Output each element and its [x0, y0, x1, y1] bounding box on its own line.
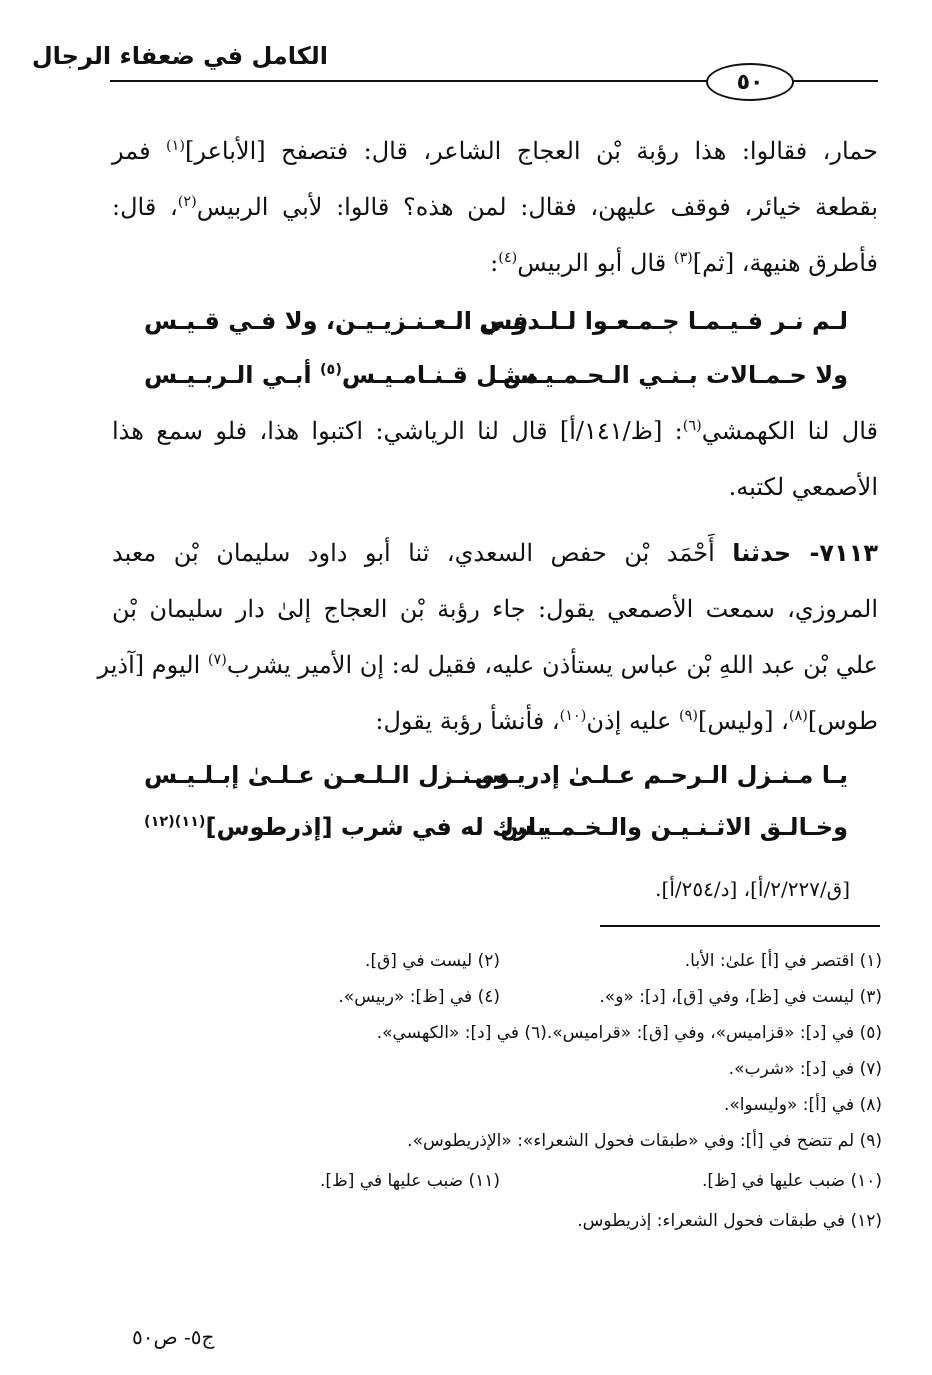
verse-hemistich-left: فـي الـعـنـزيـيـن، ولا فـي قـيـس: [144, 307, 529, 335]
verse-hemistich-right: لـم نـر فـيـمـا جـمـعـوا لـلـدوس: [479, 307, 848, 335]
volume-page-footer: ج٥- ص٥٠: [132, 1325, 215, 1349]
verse-line: [144, 752, 848, 798]
footnote: (١٠) ضبب عليها في [ظ].: [701, 1171, 882, 1191]
text-span: بقطعة خيائر، فوقف عليهن، فقال: لمن هذه؟ قالوا: لأبي الربيس: [196, 193, 879, 221]
footnote: (٣) ليست في [ظ]، وفي [ق]، [د]: «و».: [599, 987, 882, 1007]
footnote: (١١) ضبب عليها في [ظ].: [319, 1171, 500, 1191]
text-span: فمر: [112, 137, 166, 165]
footnote-ref: (٩): [679, 708, 698, 724]
verse-hemistich-right: ولا حـمـالات بـنـي الـحـمـيـس: [502, 361, 848, 389]
footnote-ref: (٨): [788, 708, 808, 724]
text-span: عليه إذن: [586, 707, 680, 735]
footnote: (٢) ليست في [ق].: [365, 951, 500, 971]
body-line: [112, 530, 878, 576]
footnote-ref: (٢): [177, 194, 197, 210]
body-line: المروزي، سمعت الأصمعي يقول: جاء رؤبة بْن العجاج إلىٰ دار سليمان بْن: [112, 595, 878, 623]
verse-hemistich-right: يـا مـنـزل الـرحـم عـلـىٰ إدريـس: [474, 761, 848, 789]
page-number: ٥٠: [706, 63, 794, 101]
footnote-separator: [600, 925, 880, 927]
text-span: :: [490, 249, 499, 277]
body-line: [112, 240, 878, 286]
text-span: أبـي الـربـيـس: [144, 361, 320, 389]
footnote: (٧) في [د]: «شرب».: [728, 1059, 882, 1079]
footnote-ref: (٤): [498, 250, 518, 266]
text-span: اليوم [آذير: [97, 651, 208, 679]
verse-hemistich-left: ومـنـزل الـلـعـن عـلـىٰ إبـلـيـس: [144, 761, 510, 789]
footnote-ref: (٧): [207, 652, 227, 668]
footnote-ref: (٣): [673, 250, 693, 266]
footnote: (١) اقتصر في [أ] علىٰ: الأبا.: [684, 951, 882, 971]
hadith-number: ٧١١٣- حدثنا: [732, 539, 879, 567]
body-line: [112, 698, 878, 744]
footnote: (٥) في [د]: «قزاميس»، وفي [ق]: «قراميس».(٦) في [د]: «الكهسي».: [376, 1023, 882, 1043]
text-span: ، [وليس]: [698, 707, 789, 735]
footnote-ref: (١٠): [559, 708, 587, 724]
footnote-ref: (١): [166, 138, 185, 154]
footnote-ref: (١١)(١٢): [144, 814, 206, 830]
text-span: طوس]: [807, 707, 878, 735]
verse-line: [144, 352, 848, 398]
verse-line: [144, 804, 848, 850]
text-span: قال لنا الكهمشي: [701, 417, 879, 445]
footnote-ref: (٥): [319, 362, 342, 378]
footnote: (٤) في [ظ]: «ربيس».: [338, 987, 500, 1007]
text-span: حمار، فقالوا: هذا رؤبة بْن العجاج الشاعر، قال: فتصفح [الأباعر]: [184, 137, 878, 165]
text-span: ، قال:: [112, 193, 178, 221]
footnote: (١٢) في طبقات فحول الشعراء: إذريطوس.: [577, 1211, 882, 1231]
book-title: الكامل في ضعفاء الرجال: [31, 42, 328, 70]
text-span: بارك له في شرب [إذرطوس]: [205, 813, 547, 841]
body-line: الأصمعي لكتبه.: [728, 473, 878, 501]
verse-hemistich-left: [144, 352, 539, 398]
body-line: [112, 128, 878, 174]
verse-hemistich-left: [144, 804, 546, 850]
footnote: (٩) لم تتضح في [أ]: وفي «طبقات فحول الشعراء»: «الإذريطوس».: [407, 1131, 882, 1151]
text-span: : [ظ/١٤١/أ] قال لنا الرياشي: اكتبوا هذا، فلو سمع هذا: [112, 417, 683, 445]
body-line: [112, 184, 878, 230]
text-span: قال أبو الربيس: [517, 249, 674, 277]
text-span: ، فأنشأ رؤبة يقول:: [375, 707, 560, 735]
footnote: (٨) في [أ]: «وليسوا».: [723, 1095, 882, 1115]
body-line: [97, 642, 878, 688]
verse-line: [144, 298, 848, 344]
text-span: فأطرق هنيهة، [ثم]: [692, 249, 878, 277]
text-span: علي بْن عبد اللهِ بْن عباس يستأذن عليه، فقيل له: إن الأمير يشرب: [226, 651, 878, 679]
manuscript-sources: [ق/٢/٢٢٧/أ]، [د/٢٥٤/أ].: [655, 877, 850, 901]
text-span: مـثـل قـنـامـيـس: [341, 361, 539, 389]
body-line: [112, 408, 878, 454]
footnote-ref: (٦): [682, 418, 702, 434]
text-span: أَحْمَد بْن حفص السعدي، ثنا أبو داود سليمان بْن معبد: [112, 539, 733, 567]
verse-hemistich-right: وخـالـق الاثـنـيـن والـخـمـيـس: [500, 813, 848, 841]
